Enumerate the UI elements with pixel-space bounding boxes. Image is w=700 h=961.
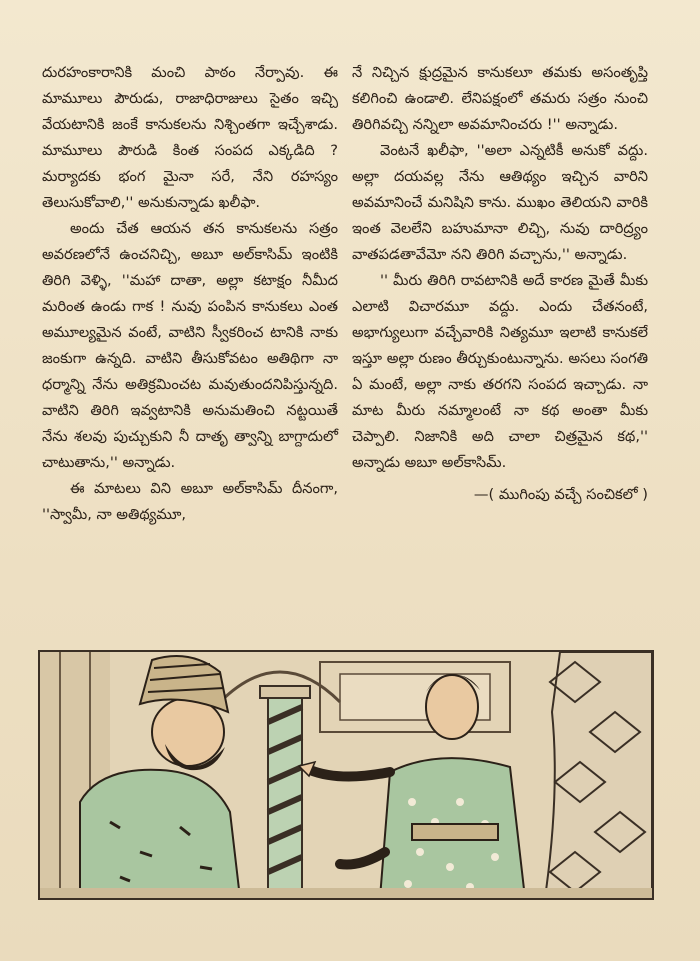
paragraph: వెంటనే ఖలీఫా, ''అలా ఎన్నటికీ అనుకో వద్దు. అల్లా దయవల్ల నేను ఆతిథ్యం ఇచ్చిన వారిని అవమానించే మనిషిని కాను. ముఖం తెలియని వారికి ఇంత వెలలేని బహుమానా లిచ్చి, నువు దారిద్ర్యం వాతపడతావేమో నని తిరిగి వచ్చాను,'' అన్నాడు. (352, 142, 648, 263)
paragraph: నే నిచ్చిన క్షుద్రమైన కానుకలూ తమకు అసంతృప్తి కలిగించి ఉండాలి. లేనిపక్షంలో తమరు సత్రం నుంచి తిరిగివచ్చి నన్నిలా అవమానించరు !'' అన్నాడు. (352, 64, 648, 133)
story-illustration (38, 650, 654, 900)
paragraph: ఈ మాటలు విని అబూ అల్‌కాసిమ్ దీనంగా, ''స్వామీ, నా అతిథ్యమూ, (42, 480, 338, 523)
right-column (352, 60, 648, 508)
left-column (42, 60, 338, 528)
curtain (545, 652, 652, 898)
paragraph: అందు చేత ఆయన తన కానుకలను సత్రం అవరణలోనే ఉంచనిచ్చి, అబూ అల్‌కాసిమ్ ఇంటికి తిరిగి వెళ్ళి, ''మహా దాతా, అల్లా కటాక్షం నీమీద మరింత ఉండు గాక ! నువు పంపిన కానుకలు ఎంత అమూల్యమైన వంటే, వాటిని స్వీకరించ టానికి నాకు జంకుగా ఉన్నది. వాటిని తీసుకోవటం అతిథిగా నా ధర్మాన్ని నేను అతిక్రమించట మవుతుందనిపిస్తున్నది. వాటిని తిరిగి ఇవ్వటానికి అనుమతించి నట్టయితే నేను శలవు పుచ్చుకుని నీ దాతృ త్వాన్ని బాగ్దాదులో చాటుతాను,'' అన్నాడు. (42, 220, 338, 471)
paragraph: '' మీరు తిరిగి రావటానికి అదే కారణ మైతే మీకు ఎలాటి విచారమూ వద్దు. ఎందు చేతనంటే, అభాగ్యులుగా వచ్చేవారికి నిత్యమూ ఇలాటి కానుకలే ఇస్తూ అల్లా రుణం తీర్చుకుంటున్నాను. అసలు సంగతి ఏ మంటే, అల్లా నాకు తరగని సంపద ఇచ్చాడు. నా మాట మీరు నమ్మాలంటే నా కథ అంతా మీకు చెప్పాలి. నిజానికి అది చాలా చిత్రమైన కథ,'' అన్నాడు అబూ అల్‌కాసిమ్. (352, 272, 648, 471)
paragraph: దురహంకారానికి మంచి పాఠం నేర్పావు. ఈ మామూలు పౌరుడు, రాజాధిరాజులు సైతం ఇచ్చి వేయటానికి జంకే కానుకలను నిశ్చింతగా ఇచ్చేశాడు. మామూలు పౌరుడి కింత సంపద ఎక్కడిది ? మర్యాదకు భంగ మైనా సరే, నేని రహస్యం తెలుసుకోవాలి,'' అనుకున్నాడు ఖలీఫా. (42, 64, 338, 211)
sash (412, 824, 498, 840)
to-be-continued-note: —( ముగింపు వచ్చే సంచికలో ) (473, 486, 648, 503)
striped-pillar (260, 686, 310, 892)
illustration-drawing (40, 652, 652, 898)
